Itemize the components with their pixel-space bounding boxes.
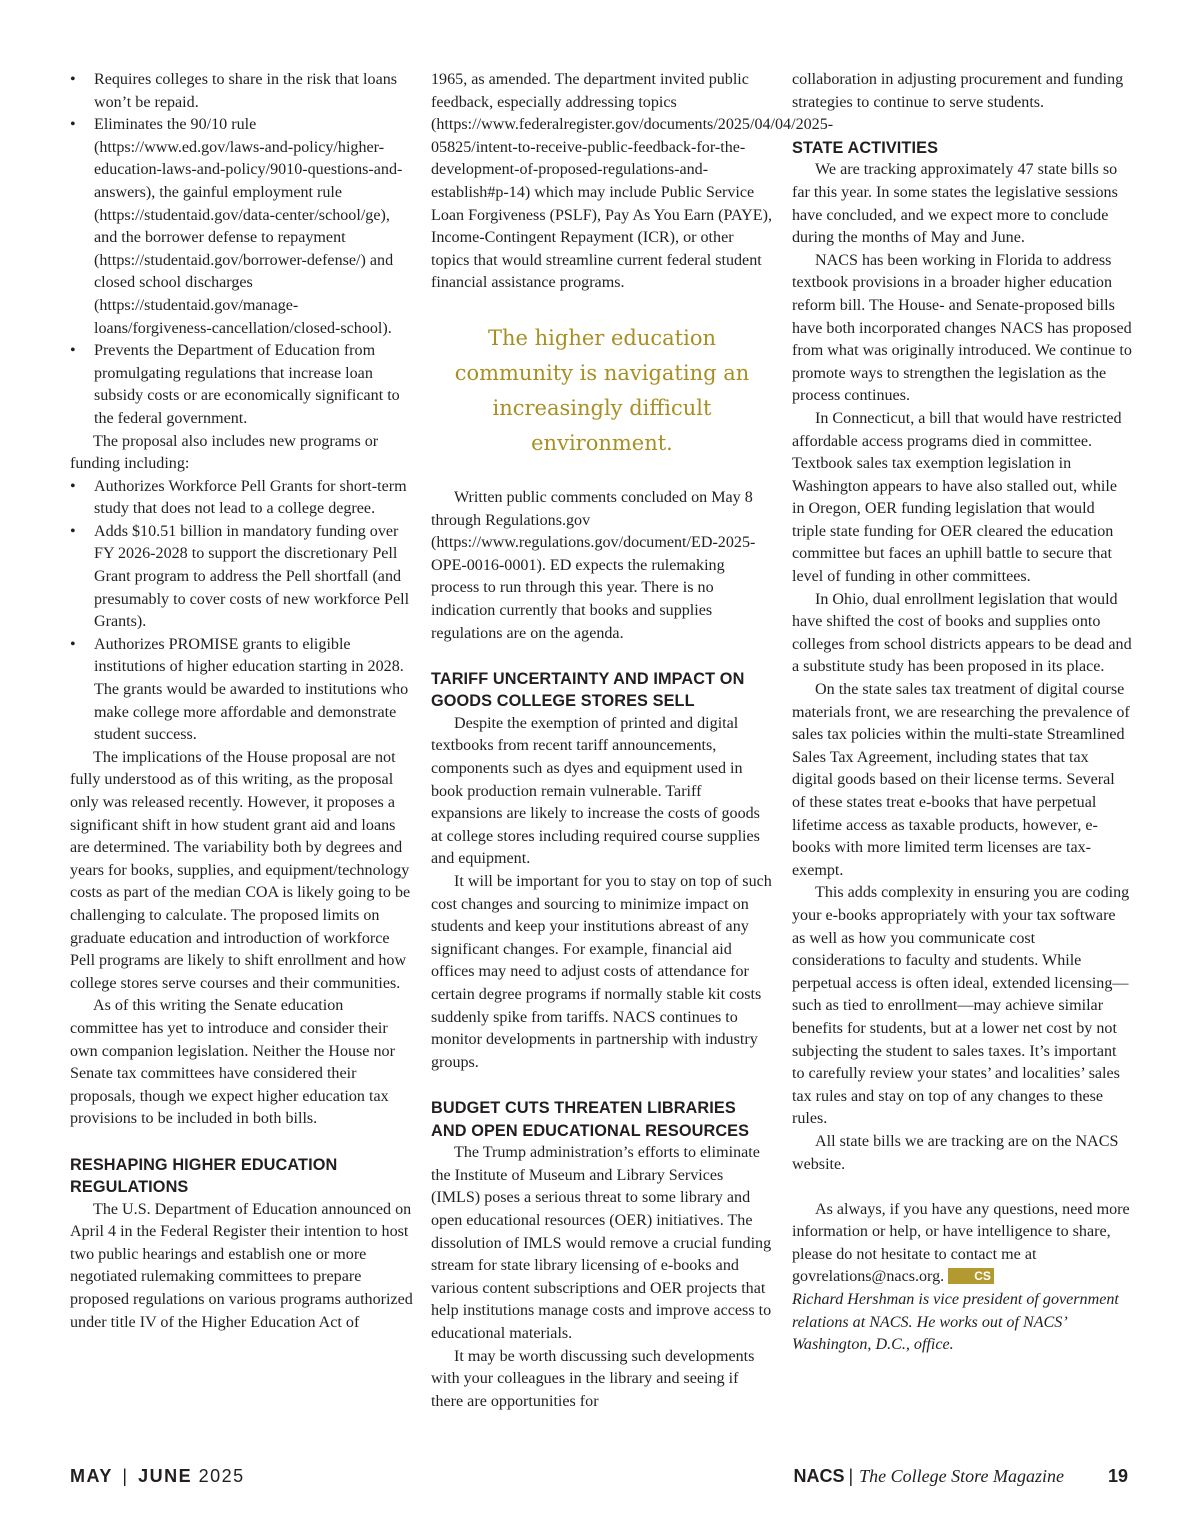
paragraph: In Ohio, dual enrollment legislation that would have shifted the cost of books and supplies onto colleges from school districts appears to be dead and a substitute study has been proposed in its place. — [792, 590, 1132, 676]
footer-issue-date — [70, 1466, 245, 1487]
paragraph: The proposal also includes new programs or funding including: — [70, 432, 379, 473]
section-heading-budget: BUDGET CUTS THREATEN LIBRARIES AND OPEN EDUCATIONAL RESOURCES — [431, 1098, 750, 1140]
footer-magazine-title: The College Store Magazine — [859, 1466, 1064, 1486]
paragraph-contact — [792, 1199, 1132, 1289]
column-2 — [431, 69, 834, 1413]
paragraph: The Trump administration’s efforts to eliminate the Institute of Museum and Library Services (IMLS) poses a serious threat to some library and open educational resources (OER) initiatives. The dissolution of IMLS would remove a crucial funding stream for state library licensing of e-books and various content subscriptions and OER projects that help institutions manage costs and improve access to educational materials. — [431, 1144, 772, 1342]
paragraph: This adds complexity in ensuring you are coding your e-books appropriately with your tax software as well as how you communicate cost considerations to faculty and students. While perpetual access is often ideal, extended licensing—such as tied to enrollment—may achieve similar benefits for students, but at a lower net cost by not subjecting the student to sales taxes. It’s important to carefully review your states’ and localities’ sales tax rules and stay on top of any changes to these rules. — [792, 884, 1130, 1128]
paragraph: We are tracking approximately 47 state bills so far this year. In some states the legislative sessions have concluded, and we expect more to conclude during the months of May and June. — [792, 161, 1118, 247]
bullet-list-house-proposal — [70, 69, 415, 431]
footer-brand: NACS — [793, 1466, 845, 1486]
cs-end-badge: CS — [948, 1268, 994, 1284]
footer-publication — [793, 1466, 1128, 1487]
paragraph: Written public comments concluded on May 8 through Regulations.gov (https://www.regulations.gov/document/ED-2025-OPE-0016-0001). ED expects the rulemaking process to run through this year. There is no indication currently that books and supplies regulations are on the agenda. — [431, 488, 756, 642]
list-item: • Adds $10.51 billion in mandatory funding over FY 2026-2028 to support the discretionary Pell Grant program to address the Pell shortfall (and presumably to cover costs of new workforce Pell Grants). — [70, 521, 415, 634]
paragraph: In Connecticut, a bill that would have restricted affordable access programs died in committee. Textbook sales tax exemption legislation in Washington appears to have also stalled out, while in Oregon, OER funding legislation that would triple state funding for OER cleared the education committee but faces an uphill battle to secure that level of funding in other committees. — [792, 409, 1122, 586]
paragraph: It may be worth discussing such developments with your colleagues in the library and seeing if there are opportunities for — [431, 1347, 755, 1410]
paragraph: On the state sales tax treatment of digital course materials front, we are researching the prevalence of sales tax policies within the multi-state Streamlined Sales Tax Agreement, including states that tax digital goods based on their license terms. Several of these states treat e-books that have perpetual lifetime access as taxable products, however, e-books with more limited term licenses are tax-exempt. — [792, 681, 1130, 879]
footer-brand-separator: | — [848, 1466, 854, 1486]
paragraph: As of this writing the Senate education committee has yet to introduce and consider their own companion legislation. Neither the House nor Senate tax committees have considered their proposals, though we expect higher education tax provisions to be included in both bills. — [70, 997, 395, 1128]
paragraph: NACS has been working in Florida to address textbook provisions in a broader higher education reform bill. The House- and Senate-proposed bills have both incorporated changes NACS has proposed from what was originally introduced. We continue to promote ways to strengthen the legislation as the process continues. — [792, 251, 1132, 405]
paragraph: The U.S. Department of Education announced on April 4 in the Federal Register their intention to host two public hearings and establish one or more negotiated rulemaking committees to prepare proposed regulations on various programs authorized under title IV of the Higher Education Act of — [70, 1200, 413, 1331]
footer-month: MAY — [70, 1466, 113, 1486]
column-1 — [70, 69, 415, 1334]
pull-quote: The higher education community is navigating an increasingly difficult environment. — [454, 325, 750, 455]
section-heading-tariff: TARIFF UNCERTAINTY AND IMPACT ON GOODS COLLEGE STORES SELL — [431, 669, 745, 711]
contact-text: As always, if you have any questions, need more information or help, or have intelligence to share, please do not hesitate to contact me at govrelations@nacs.org. — [792, 1200, 1130, 1286]
section-heading-regulations: RESHAPING HIGHER EDUCATION REGULATIONS — [70, 1155, 338, 1197]
footer-month-2: JUNE — [138, 1466, 193, 1486]
paragraph: Despite the exemption of printed and digital textbooks from recent tariff announcements, components such as dyes and equipment used in book production remain vulnerable. Tariff expansions are likely to increase the costs of goods at college stores including required course supplies and equipment. — [431, 714, 760, 868]
bullet-list-new-programs — [70, 476, 415, 747]
author-bio: Richard Hershman is vice president of government relations at NACS. He works out of NACS’ Washington, D.C., office. — [792, 1291, 1119, 1354]
column-3 — [792, 69, 1132, 1357]
paragraph: collaboration in adjusting procurement and funding strategies to continue to serve students. — [792, 71, 1124, 111]
paragraph: It will be important for you to stay on top of such cost changes and sourcing to minimize impact on students and keep your institutions abreast of any significant changes. For example, financial aid offices may need to adjust costs of attendance for certain degree programs if normally stable kit costs suddenly spike from tariffs. NACS continues to monitor developments in partnership with industry groups. — [431, 873, 772, 1071]
list-item: • Authorizes PROMISE grants to eligible institutions of higher education starting in 2028. The grants would be awarded to institutions who make college more affordable and demonstrate student success. — [70, 634, 415, 747]
paragraph: 1965, as amended. The department invited public feedback, especially addressing topics (https://www.federalregister.gov/documents/2025/04/04/2025-05825/intent-to-receive-public-feedback-for-the-development-of-proposed-regulations-and-establish#p-14) which may include Public Service Loan Forgiveness (PSLF), Pay As You Earn (PAYE), Income-Contingent Repayment (ICR), or other topics that would streamline current federal student financial assistance programs. — [431, 71, 834, 292]
list-item: • Eliminates the 90/10 rule (https://www.ed.gov/laws-and-policy/higher-education-laws-and-policy/9010-questions-and-answers), the gainful employment rule (https://studentaid.gov/data-center/school/ge), and the borrower defense to repayment (https://studentaid.gov/borrower-defense/) and closed school discharges (https://studentaid.gov/manage-loans/forgiveness-cancellation/closed-school). — [70, 114, 415, 340]
paragraph: All state bills we are tracking are on the NACS website. — [792, 1132, 1119, 1173]
paragraph: The implications of the House proposal are not fully understood as of this writing, as the proposal only was released recently. However, it proposes a significant shift in how student grant aid and loans are determined. The variability both by degrees and years for books, supplies, and equipment/technology costs as part of the median COA is likely going to be challenging to calculate. The proposed limits on graduate education and introduction of workforce Pell programs are likely to shift enrollment and how college stores serve courses and their communities. — [70, 748, 411, 992]
page-number: 19 — [1107, 1466, 1128, 1486]
footer-year: 2025 — [198, 1466, 245, 1486]
list-item: • Prevents the Department of Education from promulgating regulations that increase loan subsidy costs or are economically significant to the federal government. — [70, 340, 415, 430]
footer-separator: | — [122, 1466, 129, 1486]
list-item: • Requires colleges to share in the risk that loans won’t be repaid. — [70, 69, 415, 114]
section-heading-state: STATE ACTIVITIES — [792, 138, 939, 157]
list-item: • Authorizes Workforce Pell Grants for short-term study that does not lead to a college degree. — [70, 476, 415, 521]
